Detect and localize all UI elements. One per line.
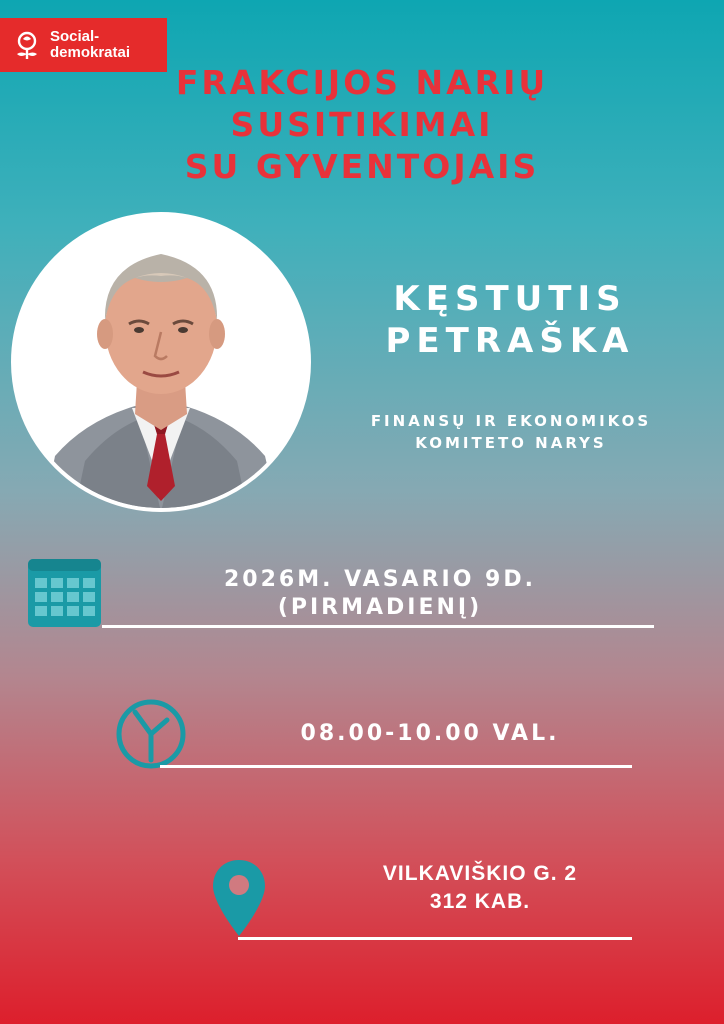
poster-title	[0, 62, 724, 188]
event-location	[330, 860, 630, 916]
role-line1: FINANSŲ IR EKONOMIKOS	[370, 412, 652, 430]
logo-text-line2: demokratai	[50, 44, 131, 61]
title-line3: SU GYVENTOJAIS	[184, 147, 540, 186]
date-line1: 2026M. VASARIO 9D.	[224, 567, 536, 592]
time-divider	[160, 765, 632, 768]
logo-text-line1: Social-	[50, 28, 100, 45]
name-line2: PETRAŠKA	[385, 321, 635, 361]
person-role	[330, 410, 692, 454]
location-divider	[238, 937, 632, 940]
event-date	[150, 566, 610, 622]
name-line1: KĘSTUTIS	[393, 279, 627, 319]
address-line2: 312 KAB.	[429, 890, 531, 913]
address-line1: VILKAVIŠKIO G. 2	[382, 862, 578, 885]
calendar-icon	[27, 558, 102, 628]
date-divider	[102, 625, 654, 628]
title-line2: SUSITIKIMAI	[230, 105, 494, 144]
event-time: 08.00-10.00 VAL.	[300, 721, 560, 746]
title-line1: FRAKCIJOS NARIŲ	[175, 63, 549, 102]
portrait-illustration	[15, 216, 307, 508]
clock-icon	[115, 698, 187, 770]
person-name	[330, 278, 690, 362]
map-pin-icon	[211, 858, 267, 938]
portrait-photo	[11, 212, 311, 512]
rose-icon	[10, 28, 44, 62]
date-line2: (PIRMADIENĮ)	[277, 595, 483, 620]
role-line2: KOMITETO NARYS	[415, 434, 607, 452]
